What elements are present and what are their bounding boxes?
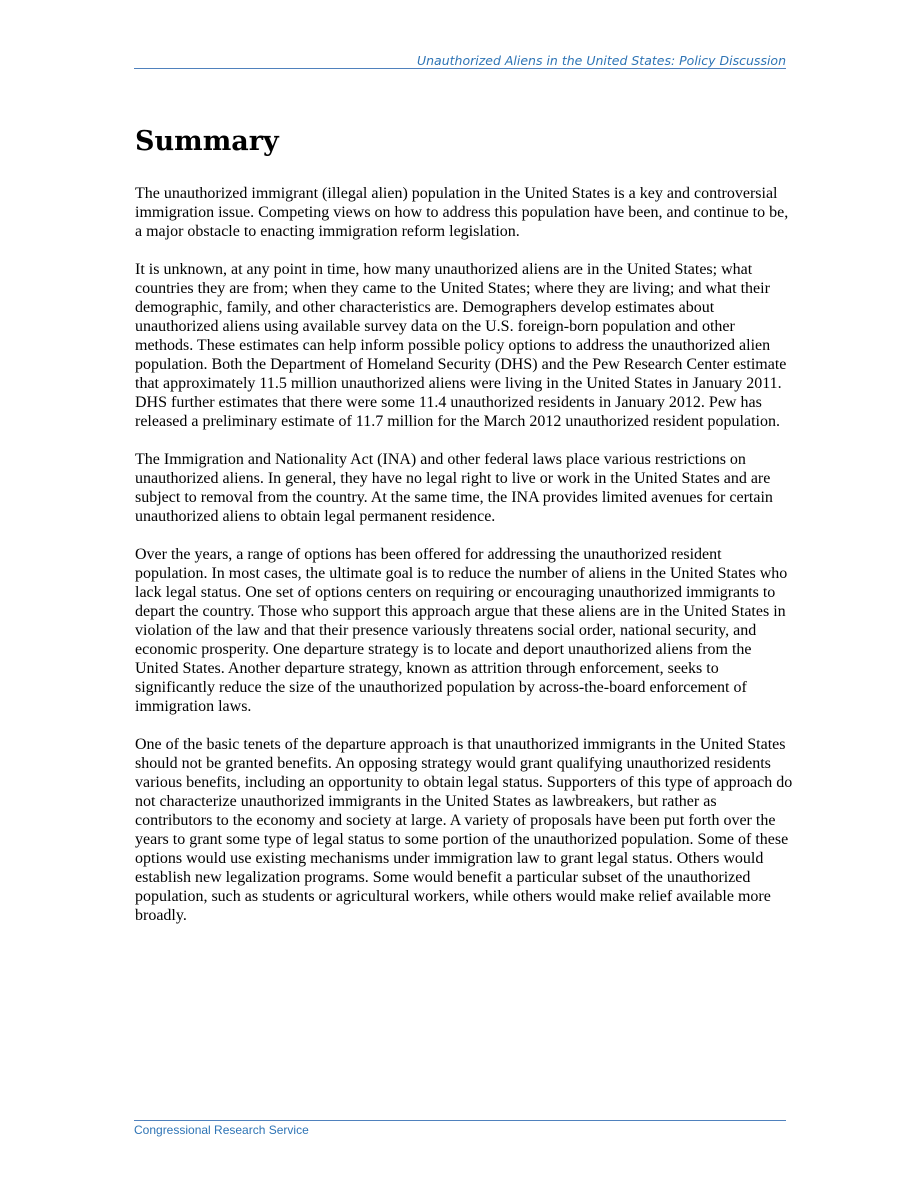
summary-paragraph-4: Over the years, a range of options has been offered for addressing the unauthorized resident population. In most cases, the ultimate goal is to reduce the number of aliens in the United States who lack legal status. One set of options centers on requiring or encouraging unauthorized immigrants to depart the country. Those who support this approach argue that these aliens are in the United States in violation of the law and that their presence variously threatens social order, national security, and economic prosperity. One departure strategy is to locate and deport unauthorized aliens from the United States. Another departure strategy, known as attrition through enforcement, seeks to significantly reduce the size of the unauthorized population by across-the-board enforcement of immigration laws.	[135, 546, 788, 715]
page-title: Summary	[135, 126, 279, 157]
summary-paragraph-3: The Immigration and Nationality Act (INA) and other federal laws place various restrictions on unauthorized aliens. In general, they have no legal right to live or work in the United States and are subject to removal from the country. At the same time, the INA provides limited avenues for certain unauthorized aliens to obtain legal permanent residence.	[135, 451, 773, 525]
running-title: Unauthorized Aliens in the United States: Policy Discussion	[416, 53, 786, 68]
main-content	[135, 122, 795, 944]
page-footer	[134, 1120, 786, 1138]
page-header	[134, 53, 786, 69]
summary-paragraph-2: It is unknown, at any point in time, how many unauthorized aliens are in the United States; what countries they are from; when they came to the United States; where they are living; and what their demographic, family, and other characteristics are. Demographers develop estimates about unauthorized aliens using available survey data on the U.S. foreign-born population and other methods. These estimates can help inform possible policy options to address the unauthorized alien population. Both the Department of Homeland Security (DHS) and the Pew Research Center estimate that approximately 11.5 million unauthorized aliens were living in the United States in January 2011. DHS further estimates that there were some 11.4 unauthorized residents in January 2012. Pew has released a preliminary estimate of 11.7 million for the March 2012 unauthorized resident population.	[135, 261, 787, 430]
footer-organization: Congressional Research Service	[134, 1123, 309, 1137]
summary-paragraph-1: The unauthorized immigrant (illegal alien) population in the United States is a key and controversial immigration issue. Competing views on how to address this population have been, and continue to be, a major obstacle to enacting immigration reform legislation.	[135, 185, 789, 240]
summary-paragraph-5: One of the basic tenets of the departure approach is that unauthorized immigrants in the United States should not be granted benefits. An opposing strategy would grant qualifying unauthorized residents various benefits, including an opportunity to obtain legal status. Supporters of this type of approach do not characterize unauthorized immigrants in the United States as lawbreakers, but rather as contributors to the economy and society at large. A variety of proposals have been put forth over the years to grant some type of legal status to some portion of the unauthorized population. Some of these options would use existing mechanisms under immigration law to grant legal status. Others would establish new legalization programs. Some would benefit a particular subset of the unauthorized population, such as students or agricultural workers, while others would make relief available more broadly.	[135, 736, 793, 924]
